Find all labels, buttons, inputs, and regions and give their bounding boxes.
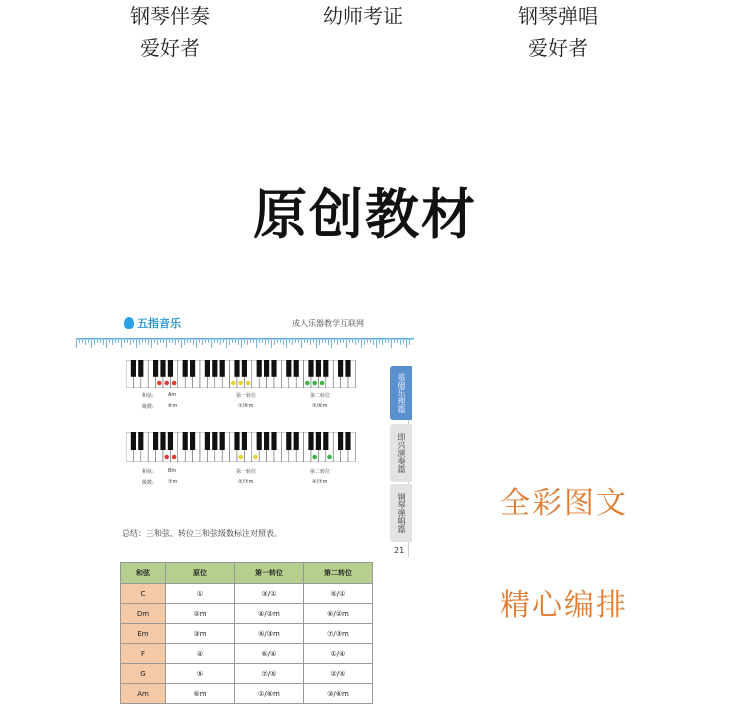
audience-3 (488, 0, 628, 64)
black-key (160, 360, 165, 377)
ruler-tick (370, 338, 371, 343)
ruler-tick (262, 338, 263, 343)
table-cell: ⑥m (166, 684, 235, 704)
ruler-tick (316, 338, 317, 348)
table-header: 第二转位 (304, 563, 373, 584)
ruler-tick (397, 338, 398, 343)
black-key (345, 432, 350, 450)
ruler-tick (388, 338, 389, 343)
inversion-name: 第一转位 (236, 469, 257, 475)
ruler-tick (127, 338, 128, 343)
ruler-tick (178, 338, 179, 343)
table-cell: ①/④ (304, 644, 373, 664)
black-key (131, 432, 136, 450)
ruler-tick (103, 338, 104, 345)
main-title: 原创教材 (253, 183, 477, 246)
degree-label-1: 级数: (142, 404, 154, 410)
note-dot (238, 455, 243, 460)
black-key (308, 360, 313, 377)
ruler-tick (199, 338, 200, 343)
feature-tag-full-color: 全彩图文 (500, 486, 628, 521)
table-cell: ②m (166, 604, 235, 624)
black-key (138, 432, 143, 450)
ruler-tick (121, 338, 122, 348)
black-key (168, 360, 173, 377)
side-tab-improvisation[interactable]: 即兴演奏篇 (390, 424, 412, 482)
note-dot (312, 455, 317, 460)
brand-logo (124, 315, 181, 331)
ruler-tick (310, 338, 311, 345)
black-key (183, 360, 188, 377)
inversion-degree: ①/⑥m (238, 403, 254, 409)
note-dot (164, 455, 169, 460)
table-cell: ①/⑥m (235, 684, 304, 704)
note-dot (305, 381, 310, 386)
ruler-tick (373, 338, 374, 345)
black-key (338, 432, 343, 450)
black-key (205, 360, 210, 377)
ruler-tick (304, 338, 305, 343)
table-row (121, 644, 373, 664)
ruler-tick (394, 338, 395, 343)
ruler-tick (94, 338, 95, 345)
black-key (308, 432, 313, 450)
black-key (138, 360, 143, 377)
inversion-degree: ②/⑦m (238, 479, 254, 485)
note-dot (164, 381, 169, 386)
table-cell: G (121, 664, 166, 684)
black-key (220, 432, 225, 450)
ruler-tick (91, 338, 92, 348)
chord-label-2: 和弦: (142, 469, 154, 475)
ruler-tick (244, 338, 245, 343)
ruler-tick (283, 338, 284, 345)
ruler-tick (211, 338, 212, 348)
ruler-tick (301, 338, 302, 348)
ruler-tick (313, 338, 314, 343)
table-row (121, 664, 373, 684)
ruler-tick (151, 338, 152, 348)
table-cell: ⑦/③m (304, 624, 373, 644)
table-cell: F (121, 644, 166, 664)
table-cell: ⑤ (166, 664, 235, 684)
table-cell: C (121, 584, 166, 604)
ruler-tick (274, 338, 275, 345)
table-cell: ④/②m (235, 604, 304, 624)
table-cell: ① (166, 584, 235, 604)
ruler-tick (85, 338, 86, 345)
keyboard-1 (126, 360, 358, 388)
ruler-tick (364, 338, 365, 345)
table-row (121, 624, 373, 644)
ruler-tick (376, 338, 377, 348)
ruler-tick (229, 338, 230, 345)
ruler-tick (97, 338, 98, 343)
ruler-tick (88, 338, 89, 343)
ruler-tick (202, 338, 203, 345)
ruler-tick (238, 338, 239, 345)
ruler-tick (220, 338, 221, 345)
ruler-tick (217, 338, 218, 343)
keyboard-2 (126, 432, 358, 462)
ruler-tick (139, 338, 140, 345)
keyboard-row-2 (126, 432, 358, 462)
chord-degree-table (120, 562, 373, 704)
ruler-tick (154, 338, 155, 343)
logo-icon (124, 317, 134, 329)
black-key (286, 360, 291, 377)
ruler-tick (352, 338, 353, 343)
inversion-name: 第二转位 (310, 393, 331, 399)
ruler-tick (187, 338, 188, 343)
black-key (257, 360, 262, 377)
ruler-tick (214, 338, 215, 343)
ruler-tick (409, 338, 410, 345)
black-key (212, 360, 217, 377)
black-key (168, 432, 173, 450)
ruler-tick (118, 338, 119, 343)
black-key (234, 432, 239, 450)
audience-1-line1: 钢琴伴奏 (130, 4, 210, 28)
table-cell: Em (121, 624, 166, 644)
black-key (212, 432, 217, 450)
black-key (242, 360, 247, 377)
ruler-tick (265, 338, 266, 345)
inversion-name: 第二转位 (310, 469, 331, 475)
ruler-tick (307, 338, 308, 343)
ruler-tick (163, 338, 164, 343)
ruler-tick (142, 338, 143, 343)
black-key (338, 360, 343, 377)
chord-name: Bm (168, 468, 177, 474)
side-tab-singing[interactable]: 钢琴弹唱篇 (390, 484, 412, 542)
ruler-tick (319, 338, 320, 345)
black-key (323, 432, 328, 450)
ruler-tick (355, 338, 356, 345)
ruler-tick (391, 338, 392, 348)
ruler-tick (175, 338, 176, 345)
ruler-tick (160, 338, 161, 343)
ruler-tick (325, 338, 326, 343)
ruler-tick (196, 338, 197, 348)
table-cell: ④ (166, 644, 235, 664)
ruler-tick (361, 338, 362, 348)
black-key (271, 432, 276, 450)
black-key (234, 360, 239, 377)
ruler-tick (172, 338, 173, 343)
ruler-tick (223, 338, 224, 343)
table-cell: ③m (166, 624, 235, 644)
ruler-tick (136, 338, 137, 348)
ruler-tick (193, 338, 194, 345)
inversion-degree: ④/⑦m (312, 479, 328, 485)
ruler-tick (322, 338, 323, 343)
ruler-tick (184, 338, 185, 345)
ruler-tick (289, 338, 290, 343)
ruler-tick (241, 338, 242, 348)
ruler-tick (208, 338, 209, 343)
table-row (121, 604, 373, 624)
page-number: 21 (394, 546, 405, 555)
degree-label-2: 级数: (142, 480, 154, 486)
ruler-tick (133, 338, 134, 343)
black-key (153, 432, 158, 450)
black-key (294, 432, 299, 450)
ruler-decoration (76, 332, 414, 348)
ruler-tick (250, 338, 251, 343)
chord-label-1: 和弦: (142, 393, 154, 399)
ruler-tick (76, 338, 77, 348)
black-key (323, 360, 328, 377)
table-cell: Dm (121, 604, 166, 624)
ruler-tick (406, 338, 407, 348)
ruler-tick (169, 338, 170, 343)
ruler-tick (367, 338, 368, 343)
black-key (316, 360, 321, 377)
note-dot (246, 381, 251, 386)
black-key (345, 360, 350, 377)
note-dot (253, 455, 258, 460)
black-key (205, 432, 210, 450)
black-key (316, 432, 321, 450)
black-key (286, 432, 291, 450)
table-header-row (121, 563, 373, 584)
note-dot (320, 381, 325, 386)
ruler-tick (181, 338, 182, 348)
black-key (294, 360, 299, 377)
ruler-tick (79, 338, 80, 343)
audience-3-line1: 钢琴弹唱 (518, 4, 598, 28)
ruler-tick (400, 338, 401, 345)
ruler-tick (268, 338, 269, 343)
keyboard-row-1 (126, 360, 358, 388)
chord-degree: ⑥m (168, 403, 178, 409)
ruler-tick (328, 338, 329, 345)
ruler-tick (253, 338, 254, 343)
ruler-tick (346, 338, 347, 348)
black-key (190, 432, 195, 450)
table-header: 第一转位 (235, 563, 304, 584)
ruler-tick (292, 338, 293, 345)
table-cell: ③/① (235, 584, 304, 604)
note-dot (312, 381, 317, 386)
ruler-tick (340, 338, 341, 343)
note-dot (172, 455, 177, 460)
ruler-tick (124, 338, 125, 343)
black-key (183, 432, 188, 450)
table-cell: ⑤/③m (235, 624, 304, 644)
ruler-tick (235, 338, 236, 343)
ruler-tick (280, 338, 281, 343)
ruler-tick (358, 338, 359, 343)
black-key (190, 360, 195, 377)
ruler-tick (295, 338, 296, 343)
table-cell: ③/⑥m (304, 684, 373, 704)
ruler-tick (343, 338, 344, 343)
inversion-degree: ③/⑥m (312, 403, 328, 409)
book-page-preview (72, 312, 412, 698)
table-cell: ⑥/②m (304, 604, 373, 624)
ruler-tick (403, 338, 404, 343)
ruler-tick (385, 338, 386, 343)
table-cell: ⑥/④ (235, 644, 304, 664)
note-dot (157, 381, 162, 386)
black-key (242, 432, 247, 450)
black-key (271, 360, 276, 377)
ruler-tick (382, 338, 383, 345)
feature-tag-careful-layout: 精心编排 (500, 588, 628, 623)
ruler-tick (337, 338, 338, 345)
inversion-name: 第一转位 (236, 393, 257, 399)
site-title: 成人乐器教学互联网 (292, 319, 364, 328)
logo-text: 五指音乐 (137, 317, 181, 330)
table-cell: Am (121, 684, 166, 704)
chord-name: Am (168, 392, 177, 398)
ruler-tick (106, 338, 107, 348)
black-key (220, 360, 225, 377)
ruler-tick (226, 338, 227, 348)
black-key (264, 432, 269, 450)
ruler-tick (277, 338, 278, 343)
black-key (153, 360, 158, 377)
table-row (121, 684, 373, 704)
black-key (264, 360, 269, 377)
audience-2-line1: 幼师考证 (323, 4, 403, 28)
ruler-tick (298, 338, 299, 343)
ruler-tick (334, 338, 335, 343)
audience-1 (100, 0, 240, 64)
side-tab-basic-theory[interactable]: 基础乐理篇 (390, 366, 412, 420)
ruler-tick (157, 338, 158, 345)
ruler-tick (130, 338, 131, 345)
ruler-tick (166, 338, 167, 348)
note-dot (238, 381, 243, 386)
note-dot (172, 381, 177, 386)
table-header: 原位 (166, 563, 235, 584)
ruler-tick (190, 338, 191, 343)
ruler-tick (349, 338, 350, 343)
ruler-tick (286, 338, 287, 348)
ruler-tick (145, 338, 146, 343)
ruler-tick (82, 338, 83, 343)
black-key (257, 432, 262, 450)
ruler-tick (271, 338, 272, 348)
ruler-tick (205, 338, 206, 343)
audience-1-line2: 爱好者 (140, 36, 200, 60)
ruler-tick (247, 338, 248, 345)
table-cell: ②/⑤ (304, 664, 373, 684)
table-header: 和弦 (121, 563, 166, 584)
ruler-tick (331, 338, 332, 348)
note-dot (231, 381, 236, 386)
ruler-tick (112, 338, 113, 345)
table-cell: ⑦/⑤ (235, 664, 304, 684)
audience-2 (293, 0, 433, 32)
note-dot (327, 455, 332, 460)
table-row (121, 584, 373, 604)
summary-text: 总结：三和弦、转位三和弦级数标注对照表。 (122, 529, 282, 538)
black-key (160, 432, 165, 450)
ruler-tick (379, 338, 380, 343)
ruler-tick (256, 338, 257, 348)
ruler-tick (232, 338, 233, 343)
ruler-tick (115, 338, 116, 343)
black-key (131, 360, 136, 377)
table-cell: ⑤/① (304, 584, 373, 604)
ruler-tick (148, 338, 149, 345)
ruler-tick (109, 338, 110, 343)
audience-3-line2: 爱好者 (528, 36, 588, 60)
ruler-tick (100, 338, 101, 343)
chord-degree: ⑦m (168, 479, 178, 485)
ruler-tick (259, 338, 260, 343)
